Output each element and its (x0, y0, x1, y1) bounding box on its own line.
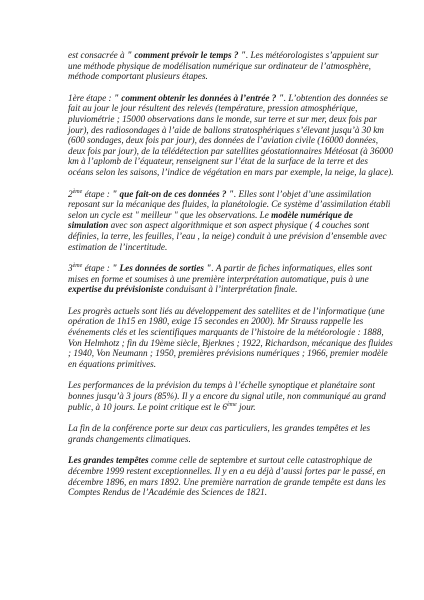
superscript: ème (72, 263, 83, 270)
paragraph-step-3 (68, 263, 394, 295)
text-run: La fin de la conférence porte sur deux cas particuliers, les grandes tempêtes et les grands changements climatiques. (68, 423, 371, 444)
superscript: ème (226, 401, 237, 408)
text-run: . A partir de fiches informatiques, elles sont mises en forme et soumises à une première interprétation automatique, puis à une (68, 263, 373, 284)
text-run: . Les météorologistes s’appuient sur une méthode physique de modélisation numérique sur ordinateur de l’atmosphère, méthode comportant plusieurs étapes. (68, 50, 379, 82)
paragraph-conference-end (68, 423, 394, 444)
text-run: Les progrès actuels sont liés au développement des satellites et de l’informatique (une opération de 1h15 en 1980, exige 15 secondes en 2000). Mr Strauss rappelle les événements clés et les scientifiques marquants de l’histoire de la météorologie : 1888, Von Helmhotz ; fin du 19ème siècle, Bjerknes ; 1922, Richardson, mécanique des fluides ; 1940, Von Neumann ; 1950, premières prévisions numériques ; 1966, premier modèle en équations primitives. (68, 305, 393, 369)
bold-question: " comment prévoir le temps ? " (126, 50, 246, 60)
bold-term: modèle numérique de simulation (68, 209, 353, 231)
text-run: . L’obtention des données se fait au jour le jour résultent des relevés (température, pression atmosphérique, pluviométrie ; 15000 observations dans le monde, sur terre et sur mer, deux fois par jour), des radiosondages à l’aide de ballons stratosphériques s’élevant jusqu’à 30 km (600 sondages, deux fois par jour), des données de l’aviation civile (16000 données, deux fois par jour), de la télédétection par satellites géostationnaires Météosat (à 36000 km à l’aplomb de l’équateur, renseignent sur l’état de la surface de la terre et des océans selon les saisons, l’indice de végétation en mars par exemple, la neige, la glace). (68, 92, 394, 177)
text-run: conduisant à l’interprétation finale. (163, 284, 298, 295)
paragraph-step-1 (68, 93, 394, 178)
text-run: . Elles sont l’objet d’une assimilation reposant sur la mécanique des fluides, la planétologie. Ce système d’assimilation établi selon un cycle est " meilleur " que les observations. Le (68, 188, 391, 220)
bold-question: " que fait-on de ces données ? " (112, 188, 234, 199)
text-run: jour. (236, 401, 256, 412)
bold-term: expertise du prévisioniste (68, 284, 164, 295)
step-label: étape : (82, 188, 113, 199)
text-run: avec son aspect algorithmique et son aspect physique ( 4 couches sont définies, la terre, les feuilles, l’eau , la neige) conduit à une prévision d’ensemble avec estimation de l’incertitude. (68, 220, 387, 252)
bold-term: Les grandes tempêtes (68, 455, 149, 466)
step-label: 1ère étape : (68, 92, 114, 103)
paragraph-storms (68, 455, 394, 497)
bold-question: " comment obtenir les données à l’entrée ? " (113, 92, 284, 103)
paragraph-progress (68, 306, 394, 370)
text-run: Les performances de la prévision du temps à l’échelle synoptique et planétaire sont bonnes jusqu’à 3 jours (85%). Il y a encore du signal utile, non communiqué au grand public, à 10 jours. Le point critique est le 6 (68, 380, 386, 412)
paragraph-intro (68, 50, 394, 82)
paragraph-step-2 (68, 189, 394, 253)
step-label: étape : (82, 263, 113, 274)
superscript: ème (72, 188, 83, 195)
step-number: 3 (68, 263, 73, 274)
bold-question: " Les données de sorties " (112, 263, 212, 274)
step-number: 2 (68, 188, 73, 199)
paragraph-performance (68, 380, 394, 412)
text-run: est consacrée à (68, 50, 127, 60)
text-run: comme celle de septembre et surtout celle catastrophique de décembre 1999 restent exceptionnelles. Il y en a eu déjà d’aussi fortes par le passé, en décembre 1896, en mars 1892. Une première narration de grande tempête est dans les Comptes Rendus de l’Académie des Sciences de 1821. (68, 455, 386, 498)
